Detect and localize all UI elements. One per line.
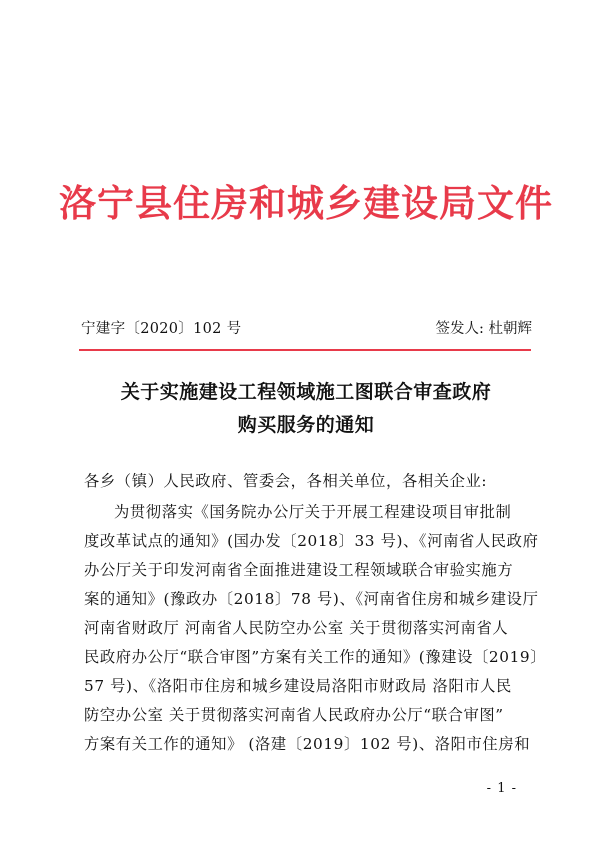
body-text-line: 为贯彻落实《国务院办公厅关于开展工程建设项目审批制 [114, 503, 512, 521]
signer-name: 杜朝辉 [488, 321, 532, 337]
body-text-line: 度改革试点的通知》(国办发〔2018〕33 号)、《河南省人民政府 [84, 532, 539, 550]
body-text-line: 案的通知》(豫政办〔2018〕78 号)、《河南省住房和城乡建设厅 [84, 590, 539, 608]
document-title-line-2: 购买服务的通知 [237, 414, 375, 436]
signer-label: 签发人: [435, 321, 484, 337]
body-text-line: 河南省财政厅 河南省人民防空办公室 关于贯彻落实河南省人 [84, 619, 509, 637]
salutation-line: 各乡（镇）人民政府、管委会，各相关单位，各相关企业: [84, 472, 488, 490]
page-number: - 1 - [486, 781, 517, 796]
body-text-line: 方案有关工作的通知》 (洛建〔2019〕102 号)、洛阳市住房和 [84, 735, 531, 753]
document-number: 宁建字〔2020〕102 号 [81, 321, 242, 337]
signer [436, 317, 533, 338]
body-text-line: 办公厅关于印发河南省全面推进建设工程领域联合审验实施方 [84, 561, 514, 579]
document-title-line-1: 关于实施建设工程领域施工图联合审查政府 [120, 381, 492, 403]
issuing-authority-title: 洛宁县住房和城乡建设局文件 [59, 181, 553, 225]
body-text-line: 民政府办公厅“联合审图”方案有关工作的通知》(豫建设〔2019〕 [84, 648, 547, 666]
body-text-line: 57 号)、《洛阳市住房和城乡建设局洛阳市财政局 洛阳市人民 [84, 677, 512, 695]
body-text-line: 防空办公室 关于贯彻落实河南省人民政府办公厅“联合审图” [84, 706, 504, 724]
red-divider-line [79, 349, 531, 351]
